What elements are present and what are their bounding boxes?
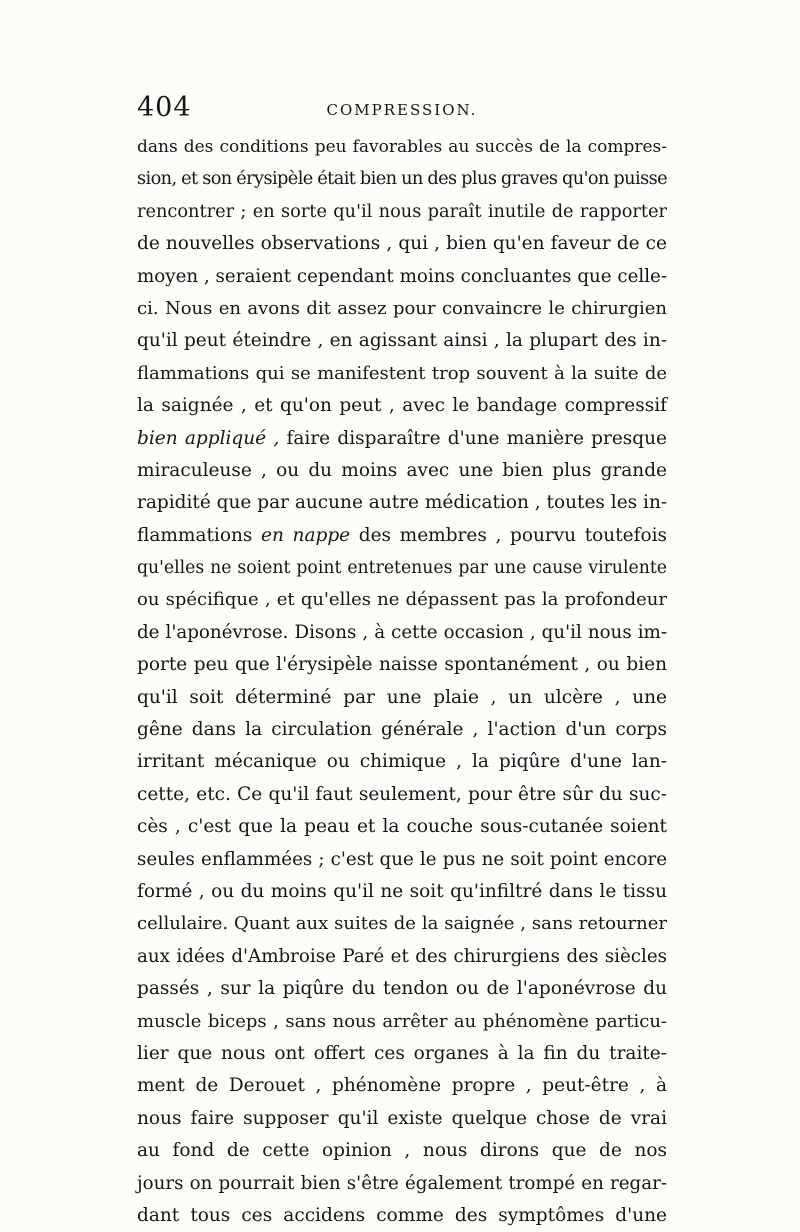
- text-span: des membres , pourvu toutefois: [350, 524, 667, 546]
- text-line: nous faire supposer qu'il existe quelque chose de vrai: [137, 1107, 667, 1129]
- text-span: faire disparaître d'une manière presque: [279, 427, 667, 449]
- text-line: de l'aponévrose. Disons , à cette occasion , qu'il nous im-: [137, 621, 667, 643]
- page-header: [137, 92, 667, 128]
- text-span: flammations: [137, 524, 262, 546]
- text-line: gêne dans la circulation générale , l'action d'un corps: [137, 719, 667, 741]
- text-line: de nouvelles observations , qui , bien qu'en faveur de ce: [137, 233, 667, 255]
- text-line: moyen , seraient cependant moins concluantes que celle-: [137, 265, 668, 287]
- text-line: la saignée , et qu'on peut , avec le bandage compressif: [137, 395, 667, 417]
- text-line: au fond de cette opinion , nous dirons que de nos: [137, 1140, 667, 1162]
- text-line: qu'il soit déterminé par une plaie , un ulcère , une: [137, 686, 667, 708]
- text-line: [137, 520, 667, 552]
- text-line: seules enflammées ; c'est que le pus ne soit point encore: [137, 848, 667, 870]
- text-line: porte peu que l'érysipèle naisse spontanément , ou bien: [137, 654, 667, 676]
- text-line: dant tous ces accidens comme des symptômes d'une: [137, 1204, 667, 1226]
- text-line: flammations qui se manifestent trop souvent à la suite de: [137, 362, 667, 384]
- text-line: cette, etc. Ce qu'il faut seulement, pour être sûr du suc-: [137, 783, 667, 805]
- text-line: rencontrer ; en sorte qu'il nous paraît inutile de rapporter: [137, 201, 667, 222]
- text-line: aux idées d'Ambroise Paré et des chirurgiens des siècles: [137, 945, 667, 967]
- italic-phrase: en nappe: [261, 524, 351, 546]
- text-line: lier que nous ont offert ces organes à la fin du traite-: [137, 1042, 667, 1064]
- text-line: ou spécifique , et qu'elles ne dépassent pas la profondeur: [137, 589, 667, 611]
- text-line: qu'il peut éteindre , en agissant ainsi , la plupart des in-: [137, 330, 667, 352]
- text-line: qu'elles ne soient point entretenues par une cause virulente: [137, 558, 667, 579]
- text-line: muscle biceps , sans nous arrêter au phénomène particu-: [137, 1010, 667, 1032]
- text-line: ment de Derouet , phénomène propre , peut-être , à: [137, 1075, 667, 1097]
- text-line: ci. Nous en avons dit assez pour convaincre le chirurgien: [137, 297, 667, 319]
- running-head: COMPRESSION.: [326, 101, 478, 119]
- text-line: cès , c'est que la peau et la couche sous-cutanée soient: [137, 816, 667, 838]
- text-line: cellulaire. Quant aux suites de la saignée , sans retourner: [137, 913, 667, 935]
- page-number: 404: [137, 92, 192, 123]
- text-line: passés , sur la piqûre du tendon ou de l'aponévrose du: [137, 978, 667, 1000]
- text-line: miraculeuse , ou du moins avec une bien plus grande: [137, 459, 667, 481]
- text-line: rapidité que par aucune autre médication , toutes les in-: [137, 492, 668, 514]
- italic-phrase: bien appliqué ,: [137, 427, 280, 449]
- text-line: irritant mécanique ou chimique , la piqûre d'une lan-: [137, 751, 667, 773]
- text-line: formé , ou du moins qu'il ne soit qu'infiltré dans le tissu: [137, 880, 667, 902]
- text-line: sion, et son érysipèle était bien un des plus graves qu'on puisse: [137, 169, 667, 190]
- text-line: dans des conditions peu favorables au succès de la compres-: [137, 137, 667, 157]
- text-line: jours on pourrait bien s'être également trompé en regar-: [137, 1172, 667, 1194]
- body-text: [137, 131, 667, 1232]
- text-line: [137, 423, 667, 455]
